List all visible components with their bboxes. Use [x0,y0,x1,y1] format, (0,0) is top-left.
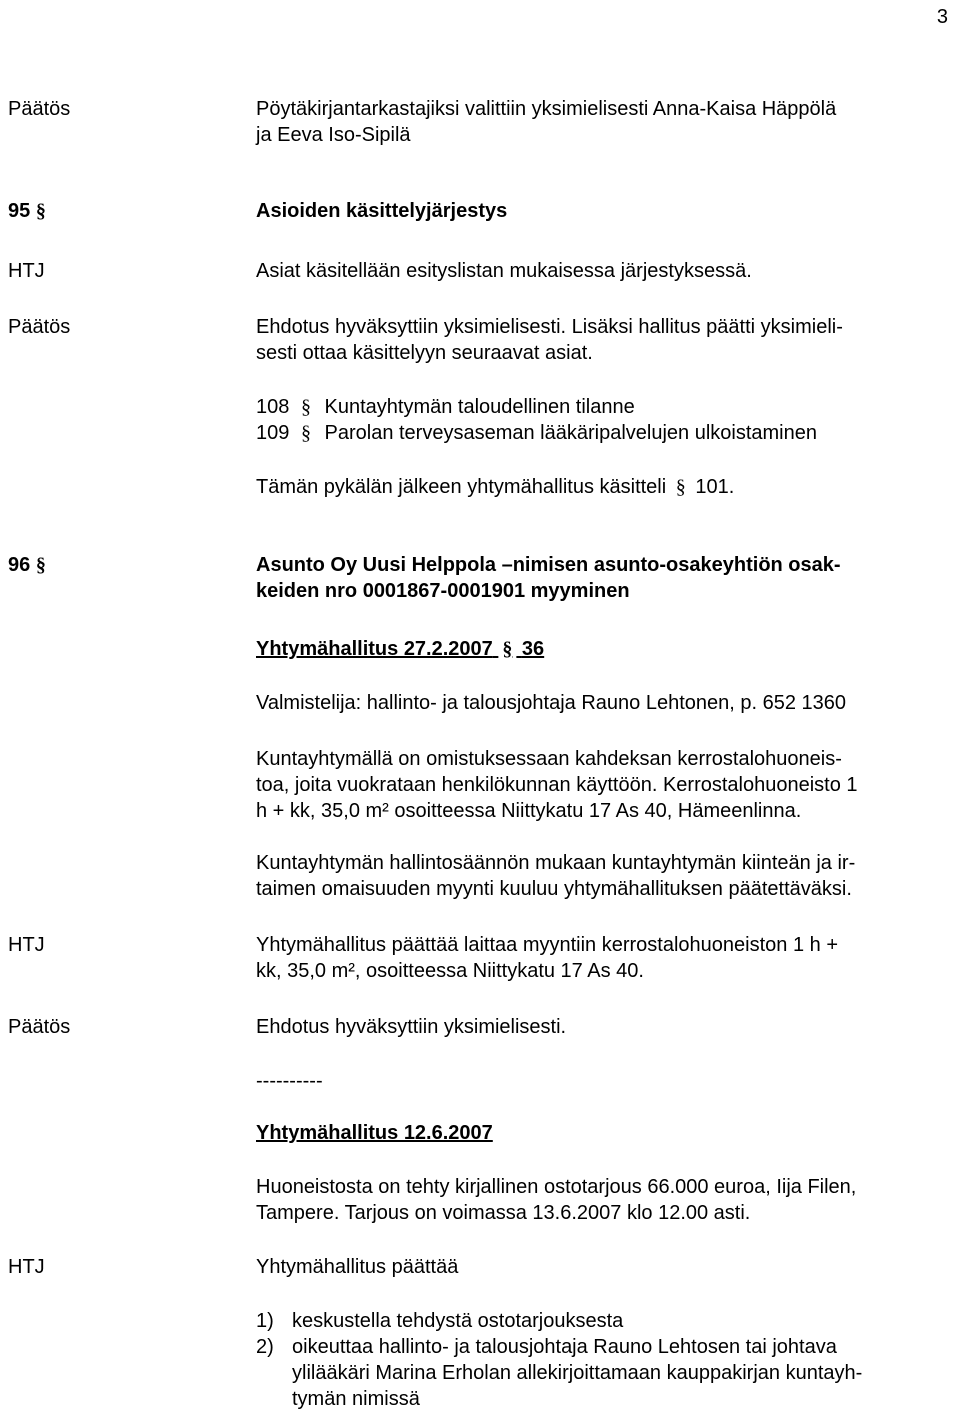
section-sign-icon: § [675,476,686,498]
section-number-value: 96 [8,554,31,576]
separator-dashes: ---------- [256,1070,323,1092]
text-line: toa, joita vuokrataan henkilökunnan käyttöön. Kerrostalohuoneisto 1 [256,774,858,796]
decision-text: Ehdotus hyväksyttiin yksimielisesti. [256,1016,567,1038]
label-paatos: Päätös [8,316,71,338]
text-line: keskustella tehdystä ostotarjouksesta [292,1310,624,1332]
section-number-value: 95 [8,200,31,222]
section-title [256,552,956,604]
after-text [256,474,956,500]
proposal-text [256,932,956,984]
section-number [8,552,46,578]
list-text [292,1334,956,1412]
paragraph [256,850,956,902]
text-line: ja Eeva Iso-Sipilä [256,124,411,146]
page-number: 3 [936,6,948,28]
section-sign-icon: § [300,422,311,444]
item-text: Kuntayhtymän taloudellinen tilanne [324,396,635,418]
section-number [8,198,46,224]
text-line: Huoneistosta on tehty kirjallinen ostotarjous 66.000 euroa, Iija Filen, [256,1176,857,1198]
label-htj: HTJ [8,1256,45,1278]
after-prefix: Tämän pykälän jälkeen yhtymähallitus käsitteli [256,476,667,498]
meeting-date: Yhtymähallitus 27.2.2007 [256,638,493,660]
added-items-list [256,394,956,446]
text-line: Pöytäkirjantarkastajiksi valittiin yksimielisesti Anna-Kaisa Häppölä [256,98,837,120]
item-text: Parolan terveysaseman lääkäripalvelujen ulkoistaminen [324,422,817,444]
meeting-section-number: 36 [521,638,545,660]
section-sign-icon: § [300,396,311,418]
item-number: 109 [256,422,290,444]
paragraph [256,746,956,824]
list-number: 2) [256,1336,274,1358]
list-item [256,394,956,420]
text-line: Kuntayhtymän hallintosäännön mukaan kuntayhtymän kiinteän ja ir- [256,852,856,874]
title-line: keiden nro 0001867-0001901 myyminen [256,580,630,602]
text-line: taimen omaisuuden myynti kuuluu yhtymähallituksen päätettäväksi. [256,878,852,900]
text-line: Kuntayhtymällä on omistuksessaan kahdeksan kerrostalohuoneis- [256,748,842,770]
decision-text [256,314,956,366]
text-line: h + kk, 35,0 m² osoitteessa Niittykatu 17 As 40, Hämeenlinna. [256,800,802,822]
section-sign-icon: § [502,638,513,660]
label-htj: HTJ [8,260,45,282]
decision-text [256,96,956,148]
list-number: 1) [256,1310,274,1332]
item-number: 108 [256,396,290,418]
text-line: oikeuttaa hallinto- ja talousjohtaja Rauno Lehtosen tai johtava [292,1336,837,1358]
text-line: kk, 35,0 m², osoitteessa Niittykatu 17 As 40. [256,960,644,982]
paragraph [256,1174,956,1226]
proposal-list [256,1308,956,1412]
text-line: tymän nimissä [292,1388,420,1410]
after-number: 101. [695,476,735,498]
meeting-heading [256,636,956,662]
text-line: Yhtymähallitus päättää laittaa myyntiin kerrostalohuoneiston 1 h + [256,934,839,956]
text-line: ylilääkäri Marina Erholan allekirjoittamaan kauppakirjan kuntayh- [292,1362,863,1384]
section-sign-icon: § [35,200,46,222]
section-sign-icon: § [35,554,46,576]
section-title: Asioiden käsittelyjärjestys [256,200,508,222]
list-item [256,1334,956,1412]
label-paatos: Päätös [8,98,71,120]
label-htj: HTJ [8,934,45,956]
text-line: Tampere. Tarjous on voimassa 13.6.2007 klo 12.00 asti. [256,1202,751,1224]
list-item [256,420,956,446]
preparer-text: Valmistelija: hallinto- ja talousjohtaja Rauno Lehtonen, p. 652 1360 [256,692,847,714]
meeting-heading: Yhtymähallitus 12.6.2007 [256,1122,493,1144]
proposal-text: Yhtymähallitus päättää [256,1256,459,1278]
proposal-text: Asiat käsitellään esityslistan mukaisessa järjestyksessä. [256,260,752,282]
list-item [256,1308,956,1334]
list-text [292,1308,956,1334]
title-line: Asunto Oy Uusi Helppola –nimisen asunto-osakeyhtiön osak- [256,554,841,576]
text-line: sesti ottaa käsittelyyn seuraavat asiat. [256,342,593,364]
text-line: Ehdotus hyväksyttiin yksimielisesti. Lisäksi hallitus päätti yksimieli- [256,316,843,338]
label-paatos: Päätös [8,1016,71,1038]
